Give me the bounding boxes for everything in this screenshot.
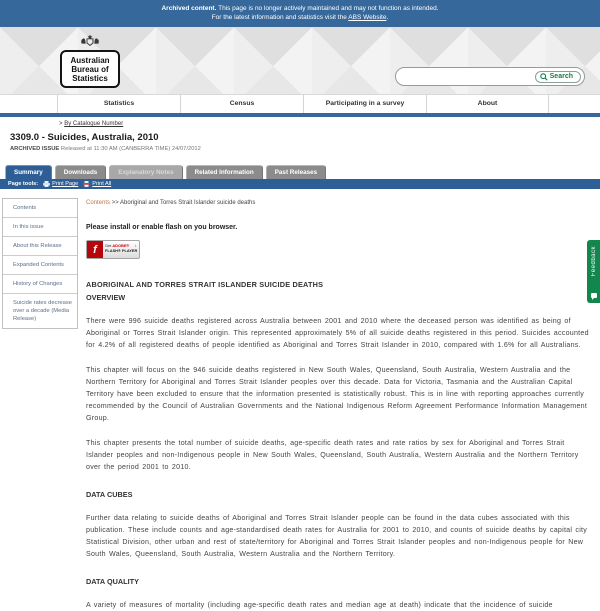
tab-summary[interactable]: Summary	[5, 165, 52, 179]
download-arrow-icon: ↓	[134, 243, 137, 249]
archived-banner-bold: Archived content.	[161, 5, 217, 12]
overview-paragraph-2: This chapter will focus on the 946 suicide deaths registered in New South Wales, Queensland, South Australia, Western Australia and the Northern Territory for Aboriginal and Torres Strait Islander peoples over this decade. Data for Victoria, Tasmania and the Australian Capital Territory have been excluded to ensure that the information presented is statistically robust. This is in line with reporting approaches currently recommended by the Council of Australian Governments and the National Indigenous Reform Agreement Performance Information Management Group.	[86, 366, 588, 422]
breadcrumb: > By Catalogue Number	[59, 121, 124, 127]
printer-icon	[43, 181, 50, 187]
overview-paragraph-1: There were 996 suicide deaths registered across Australia between 2001 and 2010 where the deceased person was identified as being of Aboriginal or Torres Strait Islander origin. This represented approximately 5% of all suicide deaths registered in this period. Suicides accounted for 4.2% of all registered deaths of people identified as Aboriginal and Torres Strait Islander in 2010, compared with 1.6% for all Australians.	[86, 317, 589, 349]
tab-downloads[interactable]: Downloads	[55, 165, 107, 179]
print-page-link[interactable]: Print Page	[43, 181, 78, 187]
sidebar	[2, 198, 78, 329]
flash-notice: Please install or enable flash on you browser.	[86, 224, 238, 231]
nav-item-census[interactable]: Census	[180, 95, 303, 113]
abs-website-link[interactable]: ABS Website	[348, 14, 387, 21]
tab-bar	[0, 165, 600, 179]
sidebar-item-history-of-changes[interactable]: History of Changes	[3, 275, 77, 294]
overview-heading: OVERVIEW	[86, 293, 126, 302]
released-text: Released at 11:30 AM (CANBERRA TIME) 24/07/2012	[60, 146, 201, 152]
nav-item-about[interactable]: About	[426, 95, 549, 113]
tab-explanatory-notes: Explanatory Notes	[109, 165, 182, 179]
overview-paragraph-3: This chapter presents the total number of suicide deaths, age-specific death rates and rate ratios by sex for Aboriginal and Torres Strait Islander peoples and non-Indigenous people in New South Wales, Queensland, South Australia, Western Australia and the Northern Territory over the period 2001 to 2010.	[86, 439, 579, 471]
archived-issue-line	[10, 146, 600, 152]
sidebar-item-expanded-contents[interactable]: Expanded Contents	[3, 256, 77, 275]
tab-past-releases[interactable]: Past Releases	[266, 165, 326, 179]
data-cubes-paragraph: Further data relating to suicide deaths of Aboriginal and Torres Strait Islander people can be found in the data cubes associated with this publication. These include counts and age-standardised death rates for Australia for 2001 to 2010, and counts of suicide deaths by capital city Statistical Division, other urban and rest of state/territory for Aboriginal and Torres Strait Islander peoples and non-Indigenous people for New South Wales, Queensland, South Australia, Western Australia and the Northern Territory.	[86, 514, 588, 558]
page-tools-label: Page tools:	[8, 181, 39, 187]
print-all-link[interactable]: Print All	[83, 181, 111, 187]
content-breadcrumb-current: Aboriginal and Torres Strait Islander suicide deaths	[120, 200, 256, 206]
main-content	[78, 198, 600, 611]
coat-of-arms-icon	[72, 34, 108, 46]
search-button[interactable]: Search	[535, 71, 581, 83]
nav-item-statistics[interactable]: Statistics	[57, 95, 180, 113]
search-input[interactable]	[396, 73, 535, 80]
archived-banner-line2: For the latest information and statistics visit the	[211, 14, 347, 21]
sidebar-item-contents[interactable]: Contents	[3, 199, 77, 218]
breadcrumb-catalogue-link[interactable]: By Catalogue Number	[64, 121, 124, 127]
archived-banner: Archived content. This page is no longer actively maintained and may not function as intended. For the latest information and statistics visit the ABS Website.	[0, 0, 600, 27]
nav-item-participating[interactable]: Participating in a survey	[303, 95, 426, 113]
printer-all-icon	[83, 181, 90, 187]
content-contents-link[interactable]: Contents	[86, 200, 111, 206]
sidebar-item-about-this-release[interactable]: About this Release	[3, 237, 77, 256]
archived-issue-label: ARCHIVED ISSUE	[10, 146, 60, 152]
get-flash-player-button[interactable]	[86, 240, 140, 259]
search-bar	[395, 67, 585, 86]
tab-related-information[interactable]: Related Information	[186, 165, 263, 179]
feedback-tab[interactable]	[587, 240, 600, 303]
archived-banner-text: This page is no longer actively maintained and may not function as intended.	[218, 5, 439, 12]
data-cubes-heading: DATA CUBES	[86, 490, 133, 499]
abs-logo-text: Australian Bureau of Statistics	[60, 50, 120, 88]
flash-badge-text: Get ADOBE® FLASH® PLAYER	[105, 243, 138, 253]
abs-logo[interactable]	[60, 32, 120, 88]
main-nav	[0, 95, 600, 113]
data-quality-paragraph: A variety of measures of mortality (including age-specific death rates and median age at death) indicate that the incidence of suicide	[86, 601, 553, 609]
feedback-label: Feedback	[590, 246, 597, 277]
page-title: 3309.0 - Suicides, Australia, 2010	[10, 132, 159, 143]
data-quality-heading: DATA QUALITY	[86, 577, 139, 586]
section-main-heading: ABORIGINAL AND TORRES STRAIT ISLANDER SUICIDE DEATHS	[86, 280, 324, 289]
sidebar-item-media-release[interactable]: Suicide rates decrease over a decade (Media Release)	[13, 300, 72, 322]
search-icon	[540, 73, 548, 81]
sidebar-item-in-this-issue[interactable]: In this issue	[3, 218, 77, 237]
flash-logo-icon: f	[87, 241, 103, 258]
feedback-bubble-icon	[591, 293, 597, 298]
page-tools-bar	[0, 179, 600, 189]
site-header	[0, 27, 600, 95]
content-breadcrumb: Contents >> Aboriginal and Torres Strait Islander suicide deaths	[86, 200, 256, 206]
